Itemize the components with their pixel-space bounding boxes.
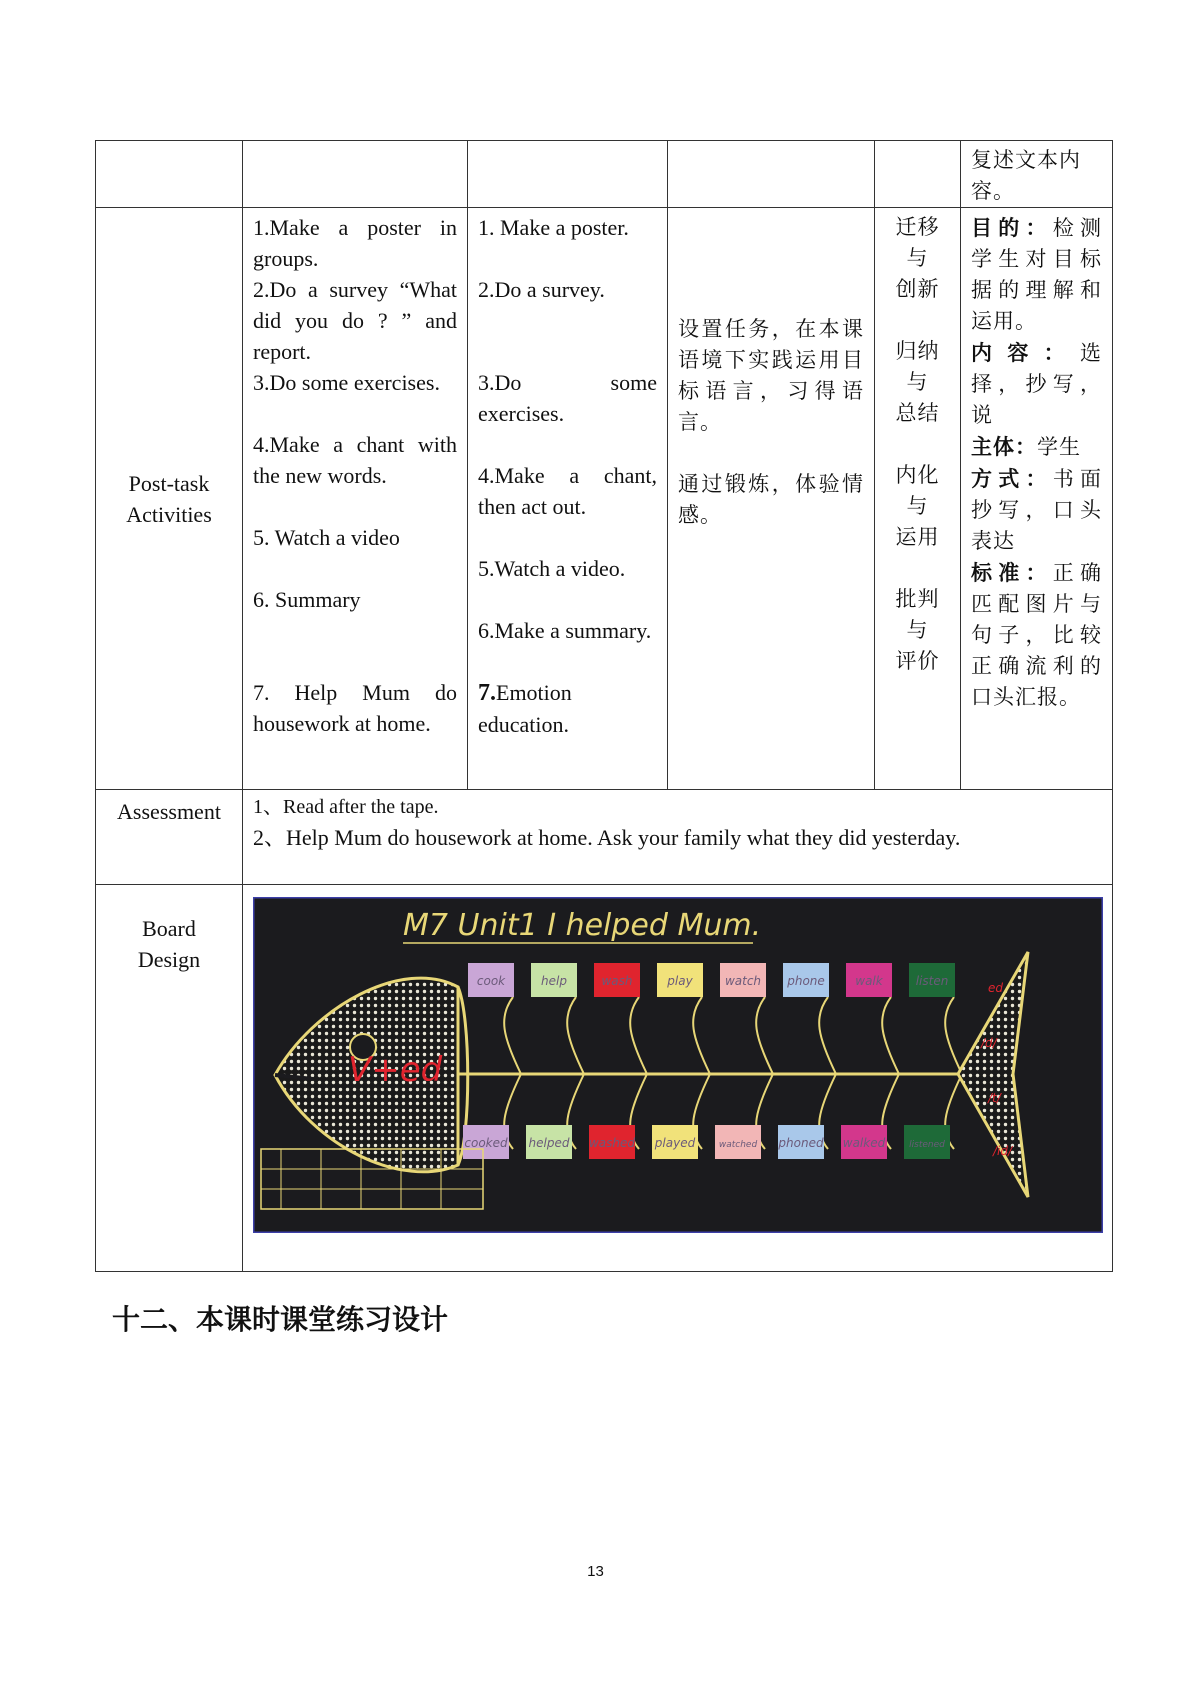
student-activity-7 <box>478 677 657 740</box>
verb-card-word: phone <box>787 974 825 988</box>
evaluation-cell <box>961 208 1113 790</box>
teacher-activity-1: 1.Make a poster in groups. <box>253 215 457 271</box>
competency-a3: 创新 <box>895 277 940 301</box>
continuation-row <box>96 141 1113 208</box>
eval-purpose <box>971 212 1102 337</box>
page-number: 13 <box>587 1563 604 1580</box>
tail-word: ed <box>988 981 1003 995</box>
eval-purpose-text: 检测学生对目标据的理解和运用。 <box>971 216 1102 333</box>
section-heading: 十二、本课时课堂练习设计 <box>112 1303 449 1336</box>
student-activity-6: 6.Make a summary. <box>478 618 652 643</box>
tail-word: /d/ <box>981 1036 997 1050</box>
competency-a2: 与 <box>906 246 929 270</box>
verb-card-word: walk <box>855 974 883 988</box>
post-task-label <box>96 208 243 790</box>
board-label-cell <box>96 885 243 1272</box>
cell-empty <box>243 141 468 208</box>
design-intent-2: 通过锻炼，体验情感。 <box>678 472 864 527</box>
competency-c2: 与 <box>906 494 929 518</box>
past-tense-card-word: played <box>654 1136 696 1150</box>
verb-card-word: help <box>541 974 567 988</box>
board-label-line2: Design <box>137 947 201 972</box>
past-tense-card-word: listened <box>909 1140 945 1150</box>
eval-method <box>971 463 1102 557</box>
tail-word: /t/ <box>988 1091 1001 1105</box>
eval-subject-label: 主体： <box>971 434 1037 459</box>
fish-label: V+ed <box>348 1050 443 1090</box>
retell-text: 复述文本内容。 <box>971 148 1081 203</box>
eval-standard <box>971 557 1102 713</box>
design-intent-cell <box>668 208 875 790</box>
board-title: M7 Unit1 I helped Mum. <box>403 908 762 943</box>
eval-method-text: 书面抄写，口头表达 <box>971 467 1102 553</box>
verb-card-word: cook <box>476 974 506 988</box>
teacher-activity-4: 4.Make a chant with the new words. <box>253 432 457 488</box>
eval-subject <box>971 431 1102 463</box>
assessment-label: Assessment <box>117 799 221 824</box>
competency-b1: 归纳 <box>895 339 940 363</box>
student-activity-5: 5.Watch a video. <box>478 556 626 581</box>
assessment-line-1: 1、Read after the tape. <box>253 796 439 818</box>
competency-a1: 迁移 <box>895 215 940 239</box>
competency-d3: 评价 <box>895 649 940 673</box>
cell-empty <box>468 141 668 208</box>
past-tense-card-word: walked <box>842 1136 886 1150</box>
board-design-row <box>96 885 1113 1272</box>
teacher-activity-6: 6. Summary <box>253 587 361 612</box>
competency-b3: 总结 <box>895 401 940 425</box>
eval-subject-text: 学生 <box>1037 435 1081 459</box>
student-activity-1: 1. Make a poster. <box>478 215 629 240</box>
past-tense-card-word: helped <box>528 1136 570 1150</box>
student-activity-7-text: Emotion education. <box>478 680 572 737</box>
blackboard-photo <box>253 897 1103 1233</box>
teacher-activity-2: 2.Do a survey “What did you do ? ” and report. <box>253 277 457 364</box>
teacher-activity-7: 7. Help Mum do housework at home. <box>253 680 457 736</box>
student-activity-2: 2.Do a survey. <box>478 277 605 302</box>
student-activities-cell <box>468 208 668 790</box>
eval-content-label: 内容： <box>971 340 1080 365</box>
competency-d1: 批判 <box>895 587 940 611</box>
teacher-activity-3: 3.Do some exercises. <box>253 370 440 395</box>
board-label-line1: Board <box>142 916 196 941</box>
eval-standard-text: 正确匹配图片与句子，比较正确流利的口头汇报。 <box>971 561 1102 709</box>
past-tense-card-word: washed <box>588 1136 636 1150</box>
teacher-activities-cell <box>243 208 468 790</box>
past-tense-card-word: watched <box>718 1140 758 1150</box>
competency-d2: 与 <box>906 618 929 642</box>
assessment-label-cell <box>96 790 243 885</box>
assessment-content-cell <box>243 790 1113 885</box>
student-activity-7-num: 7. <box>478 680 496 706</box>
cell-empty <box>96 141 243 208</box>
eval-purpose-label: 目的： <box>971 215 1053 240</box>
eval-method-label: 方式： <box>971 466 1053 491</box>
assessment-row <box>96 790 1113 885</box>
post-task-label-line1: Post-task <box>128 470 210 496</box>
assessment-line-2: 2、Help Mum do housework at home. Ask your family what they did yesterday. <box>253 825 961 850</box>
post-task-row <box>96 208 1113 790</box>
teacher-activity-5: 5. Watch a video <box>253 525 400 550</box>
cell-empty <box>668 141 875 208</box>
competency-c1: 内化 <box>895 463 940 487</box>
eval-standard-label: 标准： <box>971 560 1053 585</box>
past-tense-card-word: phoned <box>778 1136 824 1150</box>
post-task-label-line2: Activities <box>126 501 212 527</box>
competency-c3: 运用 <box>895 525 940 549</box>
student-activity-3: 3.Do some exercises. <box>478 370 657 426</box>
verb-card-word: wash <box>601 974 633 988</box>
competency-cell <box>875 208 961 790</box>
student-activity-4: 4.Make a chant, then act out. <box>478 463 657 519</box>
design-intent-1: 设置任务，在本课语境下实践运用目标语言，习得语言。 <box>678 317 864 434</box>
cell-retell <box>961 141 1113 208</box>
board-image-cell <box>243 885 1113 1272</box>
verb-card-word: watch <box>724 974 762 988</box>
verb-card-word: listen <box>915 974 949 988</box>
eval-content <box>971 337 1102 431</box>
tail-word: /id/ <box>993 1144 1013 1158</box>
verb-card-word: play <box>667 974 693 988</box>
past-tense-card-word: cooked <box>464 1136 508 1150</box>
lesson-plan-table <box>95 140 1113 1272</box>
eval-content-text: 选择，抄写，说 <box>971 341 1102 427</box>
competency-b2: 与 <box>906 370 929 394</box>
cell-empty <box>875 141 961 208</box>
